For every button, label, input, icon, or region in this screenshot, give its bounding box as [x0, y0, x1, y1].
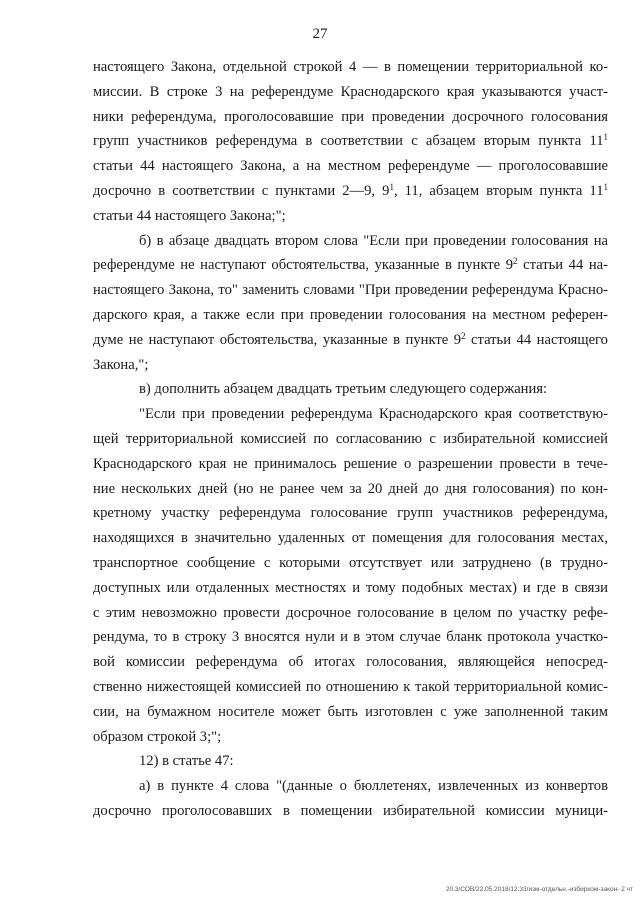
text-line: миссии. В строке 3 на референдуме Краснодарского края указываются участ-: [93, 83, 608, 100]
text-line: дарского края, а также если при проведении голосования на местном референ-: [93, 306, 608, 323]
text-line: вой комиссии референдума об итогах голосования, являющейся непосред-: [93, 654, 608, 671]
text-line: транспортное сообщение с которыми отсутствует или затруднено (в трудно-: [93, 554, 608, 571]
text-line: сии, на бумажном носителе может быть изготовлен с уже заполненной таким: [93, 703, 608, 720]
text-line: статьи 44 настоящего Закона;";: [93, 207, 286, 224]
text-line: Краснодарского края не принималось решение о разрешении провести в тече-: [93, 455, 608, 472]
text-line: в) дополнить абзацем двадцать третьим следующего содержания:: [139, 381, 548, 398]
text-line: Закона,";: [93, 356, 149, 373]
text-line: ственно нижестоящей комиссией по отношению к такой территориальной комис-: [93, 678, 608, 695]
text-line: ники референдума, проголосовавшие при проведении досрочного голосования: [93, 108, 608, 125]
text-line: находящихся в значительно удаленных от помещения для голосования местах,: [93, 530, 608, 547]
text-line: б) в абзаце двадцать втором слова "Если при проведении голосования на: [139, 232, 608, 249]
text-line: досрочно проголосовавших в помещении избирательной комиссии муници-: [93, 802, 608, 819]
text-line: настоящего Закона, то" заменить словами "При проведении референдума Красно-: [93, 282, 608, 299]
text-line: ние нескольких дней (но не ранее чем за 20 дней до дня голосования) по кон-: [93, 480, 608, 497]
text-line: доступных или отдаленных местностях и тому подобных местах) и где в связи: [93, 579, 608, 596]
text-line: щей территориальной комиссией по согласованию с избирательной комиссией: [93, 430, 608, 447]
text-line: а) в пункте 4 слова "(данные о бюллетенях, извлеченных из конвертов: [139, 778, 608, 795]
text-line: рендума, то в строку 3 вносятся нули и в этом случае бланк протокола участко-: [93, 629, 608, 646]
page-number: 27: [312, 26, 328, 42]
superscript: 1: [389, 181, 394, 192]
superscript: 1: [603, 132, 608, 143]
text-line: 12) в статье 47:: [139, 753, 234, 770]
superscript: 2: [513, 256, 518, 267]
document-body: [93, 55, 608, 824]
text-line: кретному участку референдума голосование групп участников референдума,: [93, 505, 608, 522]
text-line: думе не наступают обстоятельства, указанные в пункте $9^2$ статьи 44 настоящего: [93, 330, 608, 348]
text-line: статьи 44 настоящего Закона, а на местном референдуме — проголосовавшие: [93, 158, 608, 175]
text-line: настоящего Закона, отдельной строкой 4 — в помещении территориальной ко-: [93, 59, 608, 75]
text-line: с этим невозможно провести досрочное голосование в целом по участку рефе-: [93, 604, 608, 621]
text-line: образом строкой 3;";: [93, 728, 222, 745]
text-line: досрочно в соответствии с пунктами 2—9, $9^1$, 11, абзацем вторым пункта $11^1$: [93, 181, 608, 199]
text-line: "Если при проведении референдума Краснодарского края соответствую-: [139, 406, 608, 423]
text-line: референдуме не наступают обстоятельства, указанные в пункте $9^2$ статьи 44 на-: [93, 256, 608, 274]
superscript: 2: [461, 330, 466, 341]
text-line: групп участников референдума в соответствии с абзацем вторым пункта $11^1$: [93, 132, 608, 150]
superscript: 1: [603, 181, 608, 192]
document-footer-code: 20.3/СОВ/22.05.2018/12:33/изм-отдельн.-избирком-закон- 2 чт: [445, 886, 633, 893]
